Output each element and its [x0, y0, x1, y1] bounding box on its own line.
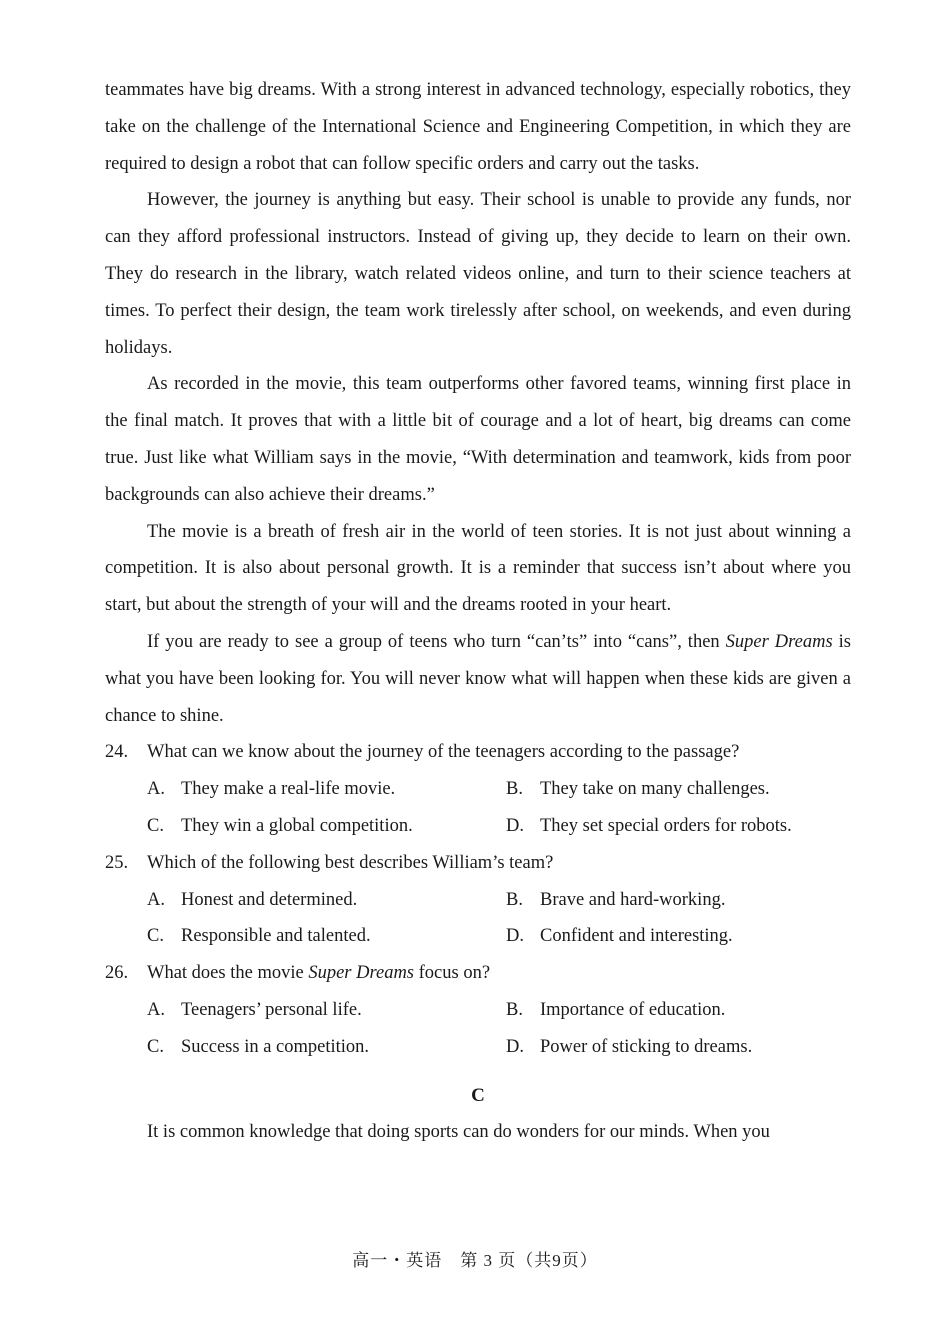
option-letter: D. — [506, 815, 524, 836]
option-text: They take on many challenges. — [540, 779, 770, 800]
passage-paragraph: The movie is a breath of fresh air in the world of teen stories. It is not just about winning a competition. It is also about personal growth. It is a reminder that success isn’t about where you start, but about the strength of your will and the dreams rooted in your heart. — [105, 521, 851, 616]
option-d — [506, 808, 851, 845]
option-letter: B. — [506, 889, 523, 910]
option-a — [147, 771, 506, 808]
option-text: They win a global competition. — [181, 815, 413, 836]
question-number: 25. — [105, 852, 129, 873]
option-d — [506, 918, 851, 955]
option-b — [506, 882, 851, 919]
page-content — [105, 72, 851, 1150]
option-letter: A. — [147, 779, 165, 800]
option-text: Honest and determined. — [181, 889, 358, 910]
stem-text: What does the movie — [147, 963, 309, 984]
question-stem: Which of the following best describes William’s team? — [147, 852, 554, 873]
option-b — [506, 771, 851, 808]
passage-paragraph: teammates have big dreams. With a strong interest in advanced technology, especially robotics, they take on the challenge of the International Science and Engineering Competition, in which they are required to design a robot that can follow specific orders and carry out the tasks. — [105, 80, 851, 174]
option-text: Power of sticking to dreams. — [540, 1036, 753, 1057]
movie-title: Super Dreams — [725, 631, 833, 652]
option-letter: A. — [147, 999, 165, 1020]
option-text: Responsible and talented. — [181, 926, 371, 947]
option-c — [147, 918, 506, 955]
section-heading: C — [471, 1084, 485, 1106]
paragraph-text: If you are ready to see a group of teens who turn “can’ts” into “cans”, then — [147, 631, 726, 652]
paragraph-text: is what you have been looking for. You will never know what will happen when these kids are given a chance to shine. — [105, 631, 851, 726]
option-b — [506, 992, 851, 1029]
option-c — [147, 1029, 506, 1066]
question-number: 26. — [105, 963, 129, 984]
option-text: Importance of education. — [540, 999, 726, 1020]
option-letter: D. — [506, 1036, 524, 1057]
option-letter: D. — [506, 926, 524, 947]
stem-text: focus on? — [414, 963, 491, 984]
option-c — [147, 808, 506, 845]
option-letter: C. — [147, 1036, 164, 1057]
question-26-options — [147, 992, 851, 1066]
option-text: Brave and hard-working. — [540, 889, 726, 910]
passage-paragraph: It is common knowledge that doing sports can do wonders for our minds. When you — [147, 1121, 770, 1142]
option-text: They set special orders for robots. — [540, 815, 792, 836]
option-letter: B. — [506, 999, 523, 1020]
question-number: 24. — [105, 742, 129, 763]
question-24 — [105, 734, 851, 771]
question-stem — [147, 955, 490, 992]
question-25-options — [147, 882, 851, 956]
passage-paragraph — [105, 624, 851, 734]
option-text: Teenagers’ personal life. — [181, 999, 362, 1020]
option-text: Confident and interesting. — [540, 926, 733, 947]
option-text: They make a real-life movie. — [181, 779, 396, 800]
question-stem: What can we know about the journey of the teenagers according to the passage? — [147, 742, 740, 763]
option-letter: B. — [506, 779, 523, 800]
option-d — [506, 1029, 851, 1066]
question-24-options — [147, 771, 851, 845]
passage-paragraph: As recorded in the movie, this team outperforms other favored teams, winning first place in the final match. It proves that with a little bit of courage and a lot of heart, big dreams can come true. Just like what William says in the movie, “With determination and teamwork, kids from poor backgrounds can also achieve their dreams.” — [105, 374, 851, 505]
movie-title: Super Dreams — [308, 963, 415, 984]
option-text: Success in a competition. — [181, 1036, 370, 1057]
page-footer: 高一・英语 第 3 页（共9页） — [352, 1251, 598, 1270]
question-26 — [105, 955, 851, 992]
option-letter: A. — [147, 889, 165, 910]
passage-paragraph: However, the journey is anything but easy. Their school is unable to provide any funds, nor can they afford professional instructors. Instead of giving up, they decide to learn on their own. They do research in the library, watch related videos online, and turn to their science teachers at times. To perfect their design, the team work tirelessly after school, on weekends, and even during holidays. — [105, 190, 851, 358]
option-letter: C. — [147, 926, 164, 947]
question-25 — [105, 845, 851, 882]
option-letter: C. — [147, 815, 164, 836]
option-a — [147, 992, 506, 1029]
option-a — [147, 882, 506, 919]
